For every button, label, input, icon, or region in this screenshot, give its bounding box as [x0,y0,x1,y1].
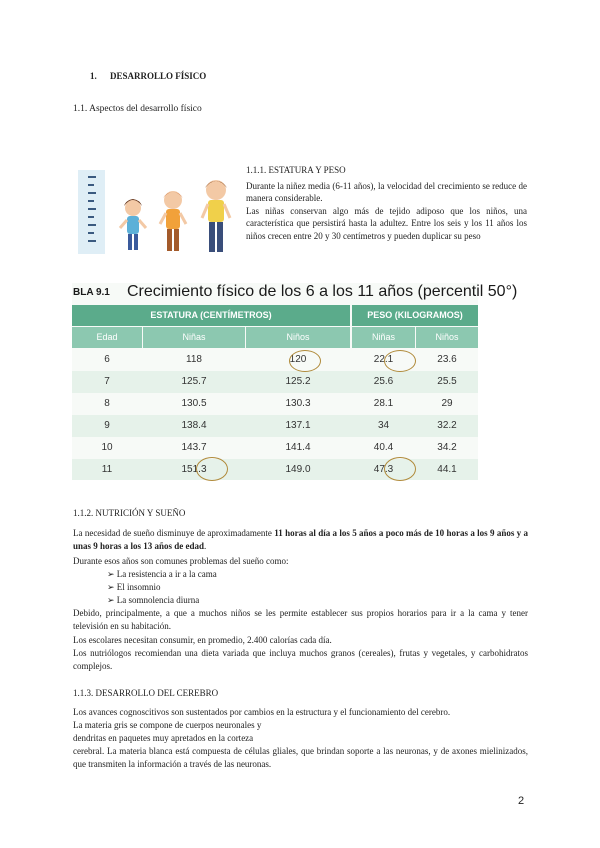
growth-table [72,283,518,480]
paragraph-sueno [73,527,528,552]
list-item [107,594,199,607]
column-header-peso-ninos: Niños [416,327,478,348]
section-estatura-peso [246,164,527,242]
column-header-estatura-ninos: Niños [246,327,350,348]
arrow-bullet-icon: ➢ [107,582,115,592]
cell-edad: 10 [101,442,113,453]
cell-edad: 6 [104,354,110,365]
highlight-circle [384,350,416,372]
arrow-bullet-icon: ➢ [107,595,115,605]
cell-peso-ninas: 47.3 [373,464,394,475]
table-row [72,437,478,459]
cell-estatura-ninas: 118 [186,354,202,365]
heading-number: 1. [90,71,97,81]
cell-estatura-ninas: 143.7 [181,442,207,453]
children-height-illustration [78,166,241,258]
cell-estatura-ninas: 138.4 [181,420,207,431]
arrow-bullet-icon: ➢ [107,569,115,579]
cell-edad: 9 [104,420,110,431]
paragraph: Las niñas conservan algo más de tejido adiposo que los niños, una característica que persistirá hasta la adultez. Entre los seis y los 11 años los niños crecen entre 20 y 30 centímetros y pueden duplicar su peso [246,205,527,241]
cell-edad: 7 [104,376,110,387]
paragraph: Debido, principalmente, a que a muchos niños se les permite establecer sus propios horarios para ir a la cama y tener televisión en su habitación. [73,608,528,631]
cell-peso-ninos: 34.2 [437,442,457,453]
cell-estatura-ninos: 137.1 [285,420,311,431]
list-item [107,568,217,581]
cell-peso-ninas: 22.1 [373,354,394,365]
table-row [72,371,478,393]
group-header-peso: PESO (KILOGRAMOS) [352,305,478,326]
table-row [72,393,478,415]
paragraph: Durante la niñez media (6-11 años), la velocidad del crecimiento se reduce de manera considerable. [246,180,527,203]
list-item-text: El insomnio [116,582,161,592]
section-title: 1.1.1. ESTATURA Y PESO [246,165,346,175]
section-title-nutricion: 1.1.2. NUTRICIÓN Y SUEÑO [73,508,186,518]
cell-peso-ninas: 28.1 [373,398,394,409]
main-heading [90,71,206,81]
list-item [107,581,161,594]
paragraph: Los avances cognoscitivos son sustentados por cambios en la estructura y el funcionamiento del cerebro. [73,707,451,717]
cell-peso-ninas: 25.6 [373,376,394,387]
highlight-circle [384,457,416,481]
heading-title: DESARROLLO FÍSICO [110,71,207,81]
cell-peso-ninos: 32.2 [437,420,457,431]
cell-peso-ninos: 44.1 [437,464,457,475]
cell-peso-ninos: 25.5 [437,376,457,387]
subheading: 1.1. Aspectos del desarrollo físico [73,104,202,114]
paragraph: cerebral. La materia blanca está compuesta de células gliales, que brindan soporte a las neuronas, y de axones mielinizados, que transmiten la información a través de las neuronas. [73,746,528,769]
cell-estatura-ninos: 130.3 [285,398,311,409]
column-header-peso-ninas: Niñas [352,327,415,348]
list-item-text: La somnolencia diurna [116,595,200,605]
table-title-bar [72,283,518,305]
column-header-edad: Edad [72,327,142,348]
section-title-cerebro: 1.1.3. DESARROLLO DEL CEREBRO [73,688,219,698]
highlight-circle [196,457,228,481]
group-header-estatura: ESTATURA (CENTÍMETROS) [72,305,350,326]
table-title: Crecimiento físico de los 6 a los 11 años (percentil 50°) [127,283,518,300]
page-number: 2 [518,795,525,807]
highlight-circle [289,350,321,372]
cell-peso-ninos: 29 [441,398,453,409]
paragraph: Los nutriólogos recomiendan una dieta variada que incluya muchos granos (cereales), frutas y vegetales, y carbohidratos complejos. [73,648,528,671]
text: La necesidad de sueño disminuye de aproximadamente [73,528,275,538]
paragraph: dendritas en paquetes muy apretados en la corteza [73,733,254,743]
table-row [72,349,478,371]
cell-peso-ninas: 34 [377,420,390,431]
cell-estatura-ninos: 149.0 [285,464,311,475]
cell-estatura-ninos: 120 [289,354,307,365]
column-header-estatura-ninas: Niñas [143,327,245,348]
cell-peso-ninas: 40.4 [373,442,394,453]
cell-estatura-ninas: 130.5 [181,398,207,409]
table-row [72,459,478,480]
cell-estatura-ninas: 125.7 [181,376,207,387]
paragraph: Durante esos años son comunes problemas del sueño como: [73,556,289,566]
bold-text: 11 horas al día a los 5 años a poco más de 10 horas a los 9 años y a unas 9 horas a los 13 años de edad [73,528,528,551]
cell-estatura-ninos: 141.4 [285,442,311,453]
text: . [204,540,207,551]
paragraph: La materia gris se compone de cuerpos neuronales y [73,720,262,730]
table-label: BLA 9.1 [73,287,110,298]
list-item-text: La resistencia a ir a la cama [116,569,217,579]
cell-edad: 8 [104,398,110,409]
cell-estatura-ninas: 151.3 [181,464,207,475]
cell-peso-ninos: 23.6 [437,354,457,365]
cell-estatura-ninos: 125.2 [285,376,311,387]
table-row [72,415,478,437]
cell-edad: 11 [101,464,113,475]
paragraph: Los escolares necesitan consumir, en promedio, 2.400 calorías cada día. [73,635,332,645]
